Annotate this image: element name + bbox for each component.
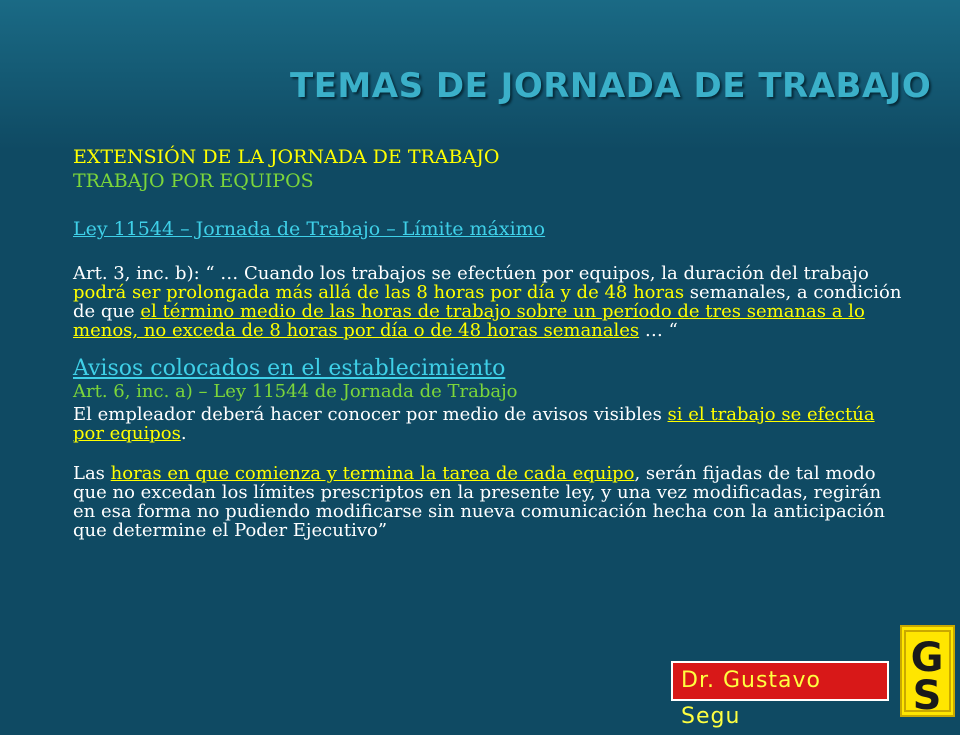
art3-text-a: Art. 3, inc. b): “ … Cuando los trabajos se efectúen por equipos, la duración del trabajo [73, 263, 869, 284]
horas-text-c: , serán fijadas de tal modo que no excedan los límites prescriptos en la presente ley, y una vez modificadas, regirán en esa forma no pudiendo modificarse sin nueva comunicación hecha con la anticipación que determine el Poder Ejecutivo” [73, 463, 886, 541]
art6-heading: Art. 6, inc. a) – Ley 11544 de Jornada de Trabajo [73, 381, 518, 402]
horas-underlined-link[interactable]: horas en que comienza y termina la tarea de cada equipo [110, 463, 635, 484]
paragraph-art6 [73, 405, 903, 443]
slide-content [73, 145, 903, 540]
art6-underlined-link[interactable]: si el trabajo se efectúa por equipos [73, 404, 875, 444]
heading-extension: EXTENSIÓN DE LA JORNADA DE TRABAJO [73, 146, 500, 168]
art3-text-e: … “ [639, 320, 678, 341]
paragraph-art3 [73, 264, 903, 340]
heading-equipos: TRABAJO POR EQUIPOS [73, 170, 314, 192]
svg-text:G: G [910, 635, 944, 681]
gs-logo-icon [902, 627, 953, 715]
avisos-section [73, 356, 903, 541]
svg-text:S: S [912, 673, 942, 715]
art3-text-c: semanales, a condición de que [73, 282, 902, 322]
art6-text-a: El empleador deberá hacer conocer por medio de avisos visibles [73, 404, 668, 425]
gs-logo [900, 625, 955, 717]
author-badge: Dr. Gustavo Segu [671, 661, 889, 701]
art3-highlight: podrá ser prolongada más allá de las 8 horas por día y de 48 horas [73, 282, 685, 303]
ley-link[interactable]: Ley 11544 – Jornada de Trabajo – Límite máximo [73, 218, 546, 240]
avisos-link[interactable]: Avisos colocados en el establecimiento [73, 356, 506, 381]
art6-text-c: . [180, 423, 187, 444]
horas-text-a: Las [73, 463, 111, 484]
slide-title: TEMAS DE JORNADA DE TRABAJO [290, 66, 932, 106]
art3-underlined-link[interactable]: el término medio de las horas de trabajo sobre un período de tres semanas a lo menos, no exceda de 8 horas por día o de 48 horas semanales [73, 301, 865, 341]
paragraph-horas [73, 464, 903, 540]
